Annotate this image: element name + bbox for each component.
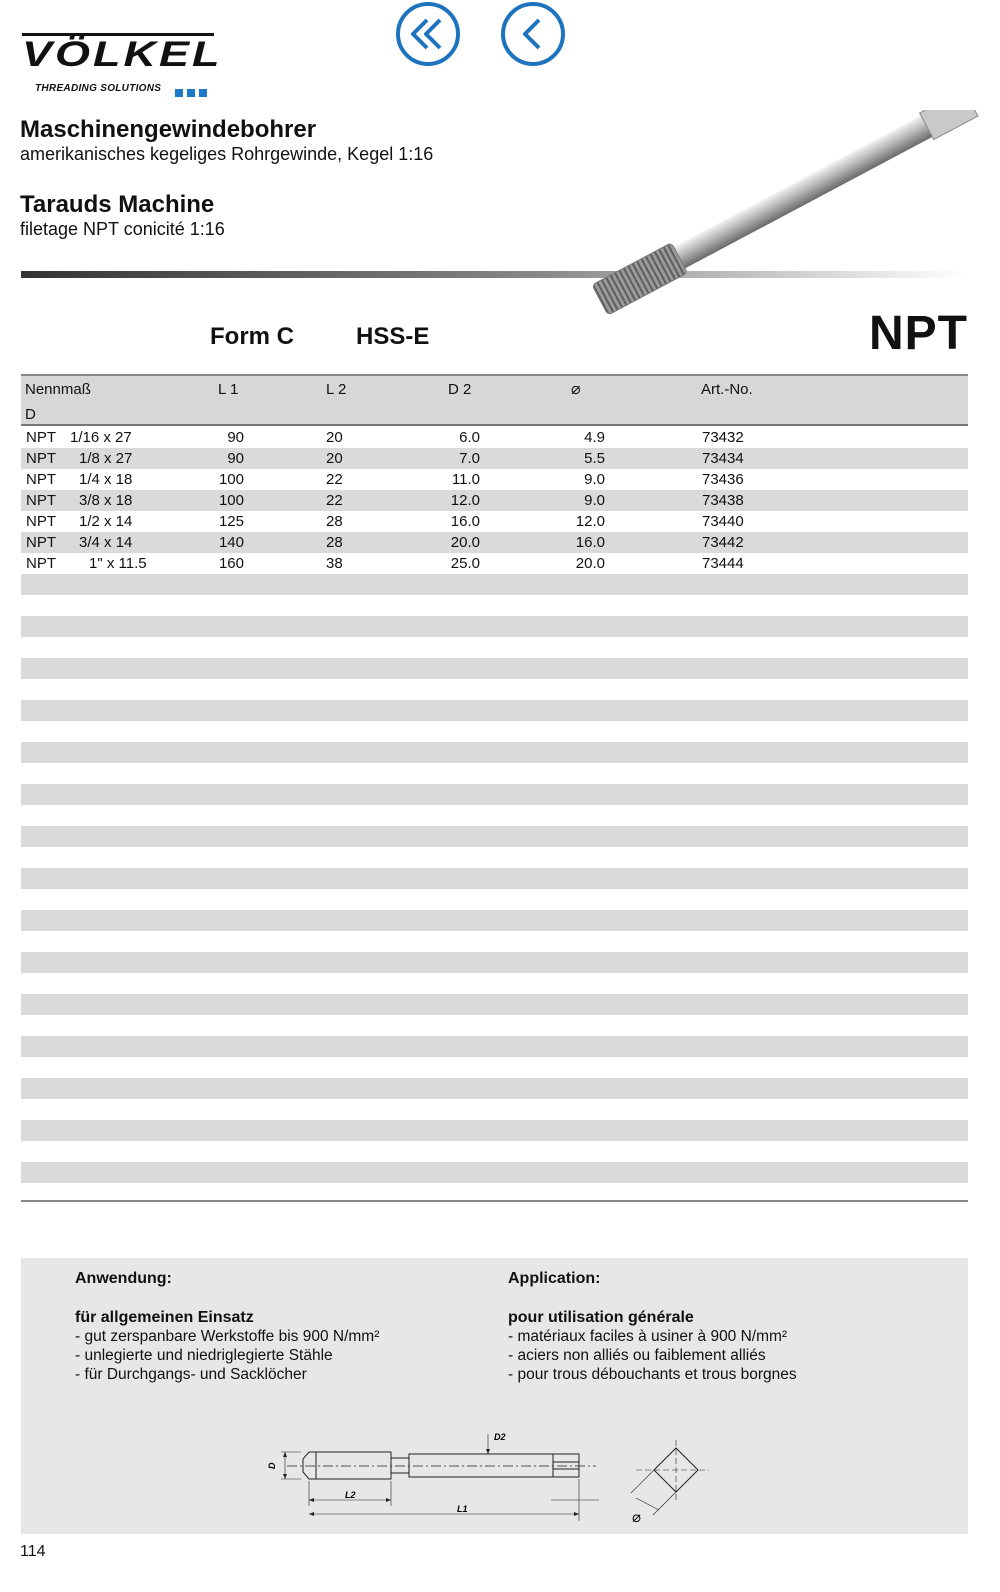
- cell-square: 12.0: [575, 513, 605, 530]
- cell-type: NPT: [26, 429, 56, 446]
- cell-d2: 25.0: [450, 555, 480, 572]
- empty-row-stripe: [21, 784, 968, 805]
- cell-l2: 20: [326, 450, 343, 467]
- subtitle-fr: filetage NPT conicité 1:16: [20, 219, 225, 239]
- cell-l1: 100: [218, 492, 244, 509]
- logo-squares-icon: [175, 84, 215, 93]
- cell-type: NPT: [26, 471, 56, 488]
- application-de-heading: Anwendung:: [75, 1270, 172, 1287]
- page-number: 114: [20, 1543, 46, 1560]
- cell-art-no: 73438: [702, 492, 744, 509]
- cell-l1: 125: [218, 513, 244, 530]
- application-fr-heading: Application:: [508, 1270, 601, 1287]
- table-row: [21, 469, 968, 490]
- header-size: Nennmaß: [25, 381, 91, 398]
- cell-l1: 90: [227, 450, 244, 467]
- cell-d2: 12.0: [450, 492, 480, 509]
- application-box: [21, 1258, 968, 1534]
- tap-technical-drawing: [261, 1426, 741, 1526]
- application-fr: [508, 1269, 797, 1384]
- empty-row-stripe: [21, 826, 968, 847]
- empty-row-stripe: [21, 742, 968, 763]
- header-d2: D 2: [448, 381, 472, 398]
- cell-art-no: 73436: [702, 471, 744, 488]
- cell-square: 9.0: [584, 471, 605, 488]
- cell-size: 1" x 11.5: [89, 555, 147, 572]
- list-item: - matériaux faciles à usiner à 900 N/mm²: [508, 1328, 788, 1345]
- cell-size: 1/16 x 27: [70, 429, 132, 446]
- empty-row-stripe: [21, 616, 968, 637]
- brand-logo: VÖLKEL: [22, 34, 223, 74]
- title-fr: Tarauds Machine: [20, 191, 215, 218]
- application-de-sub: für allgemeinen Einsatz: [75, 1309, 254, 1326]
- brand-tagline: THREADING SOLUTIONS: [35, 83, 162, 94]
- header-size-d: D: [25, 406, 36, 423]
- cell-l1: 90: [227, 429, 244, 446]
- empty-row-stripe: [21, 868, 968, 889]
- cell-size: 1/8 x 27: [79, 450, 133, 467]
- table-row: [21, 553, 968, 574]
- cell-type: NPT: [26, 555, 56, 572]
- empty-row-stripe: [21, 952, 968, 973]
- cell-square: 9.0: [584, 492, 605, 509]
- cell-art-no: 73440: [702, 513, 744, 530]
- empty-row-stripe: [21, 994, 968, 1015]
- cell-d2: 7.0: [459, 450, 480, 467]
- cell-l1: 140: [218, 534, 244, 551]
- double-chevron-left-icon: [400, 6, 456, 62]
- cell-type: NPT: [26, 513, 56, 530]
- table-row: [21, 532, 968, 553]
- application-de: [75, 1269, 379, 1384]
- dim-label-d2: D2: [494, 1432, 506, 1442]
- cell-size: 3/4 x 14: [79, 534, 133, 551]
- list-item: - unlegierte und niedriglegierte Stähle: [75, 1347, 333, 1364]
- cell-d2: 6.0: [459, 429, 480, 446]
- table-row: [21, 427, 968, 448]
- cell-art-no: 73434: [702, 450, 744, 467]
- table-row: [21, 448, 968, 469]
- title-de: Maschinengewindebohrer: [20, 116, 317, 143]
- cell-l2: 22: [326, 471, 343, 488]
- tap-product-image: [0, 110, 1000, 330]
- header-l2: L 2: [326, 381, 347, 398]
- cell-l2: 28: [326, 534, 343, 551]
- header-l1: L 1: [218, 381, 239, 398]
- header-art-no: Art.-No.: [701, 381, 753, 398]
- square-size-icon: ⌀: [632, 1508, 642, 1526]
- empty-row-stripe: [21, 1162, 968, 1183]
- cell-l2: 20: [326, 429, 343, 446]
- cell-art-no: 73432: [702, 429, 744, 446]
- first-page-button[interactable]: [396, 2, 460, 66]
- chevron-left-icon: [505, 6, 561, 62]
- cell-l2: 28: [326, 513, 343, 530]
- cell-square: 16.0: [575, 534, 605, 551]
- cell-d2: 20.0: [450, 534, 480, 551]
- cell-size: 1/4 x 18: [79, 471, 133, 488]
- application-fr-sub: pour utilisation générale: [508, 1309, 694, 1326]
- cell-square: 20.0: [575, 555, 605, 572]
- cell-d2: 16.0: [450, 513, 480, 530]
- cell-square: 5.5: [584, 450, 605, 467]
- previous-page-button[interactable]: [501, 2, 565, 66]
- cell-type: NPT: [26, 534, 56, 551]
- empty-row-stripe: [21, 658, 968, 679]
- list-item: - aciers non alliés ou faiblement alliés: [508, 1347, 766, 1364]
- header-square-icon: ⌀: [571, 381, 581, 398]
- table-row: [21, 511, 968, 532]
- cell-square: 4.9: [584, 429, 605, 446]
- cell-art-no: 73442: [702, 534, 744, 551]
- cell-size: 1/2 x 14: [79, 513, 133, 530]
- cell-l1: 160: [218, 555, 244, 572]
- dim-label-l2: L2: [345, 1490, 356, 1500]
- table-row: [21, 490, 968, 511]
- cell-d2: 11.0: [451, 471, 480, 488]
- cell-type: NPT: [26, 492, 56, 509]
- list-item: - gut zerspanbare Werkstoffe bis 900 N/mm²: [75, 1328, 380, 1345]
- cell-l2: 38: [326, 555, 343, 572]
- material-label: HSS-E: [356, 323, 430, 350]
- form-label: Form C: [210, 323, 294, 350]
- empty-row-stripe: [21, 910, 968, 931]
- subtitle-de: amerikanisches kegeliges Rohrgewinde, Kegel 1:16: [20, 144, 434, 164]
- empty-row-stripe: [21, 1120, 968, 1141]
- table-header: [21, 374, 968, 426]
- list-item: - pour trous débouchants et trous borgnes: [508, 1366, 797, 1383]
- dim-label-d: D: [267, 1462, 277, 1469]
- list-item: - für Durchgangs- und Sacklöcher: [75, 1366, 307, 1383]
- cell-type: NPT: [26, 450, 56, 467]
- cell-art-no: 73444: [702, 555, 744, 572]
- dim-label-l1: L1: [457, 1504, 468, 1514]
- empty-row-stripe: [21, 700, 968, 721]
- empty-row-stripe: [21, 1078, 968, 1099]
- cell-l2: 22: [326, 492, 343, 509]
- cell-size: 3/8 x 18: [79, 492, 133, 509]
- thread-standard-label: NPT: [869, 307, 968, 360]
- empty-row-stripe: [21, 1036, 968, 1057]
- table-bottom-rule: [21, 1200, 968, 1202]
- cell-l1: 100: [218, 471, 244, 488]
- empty-row-stripe: [21, 574, 968, 595]
